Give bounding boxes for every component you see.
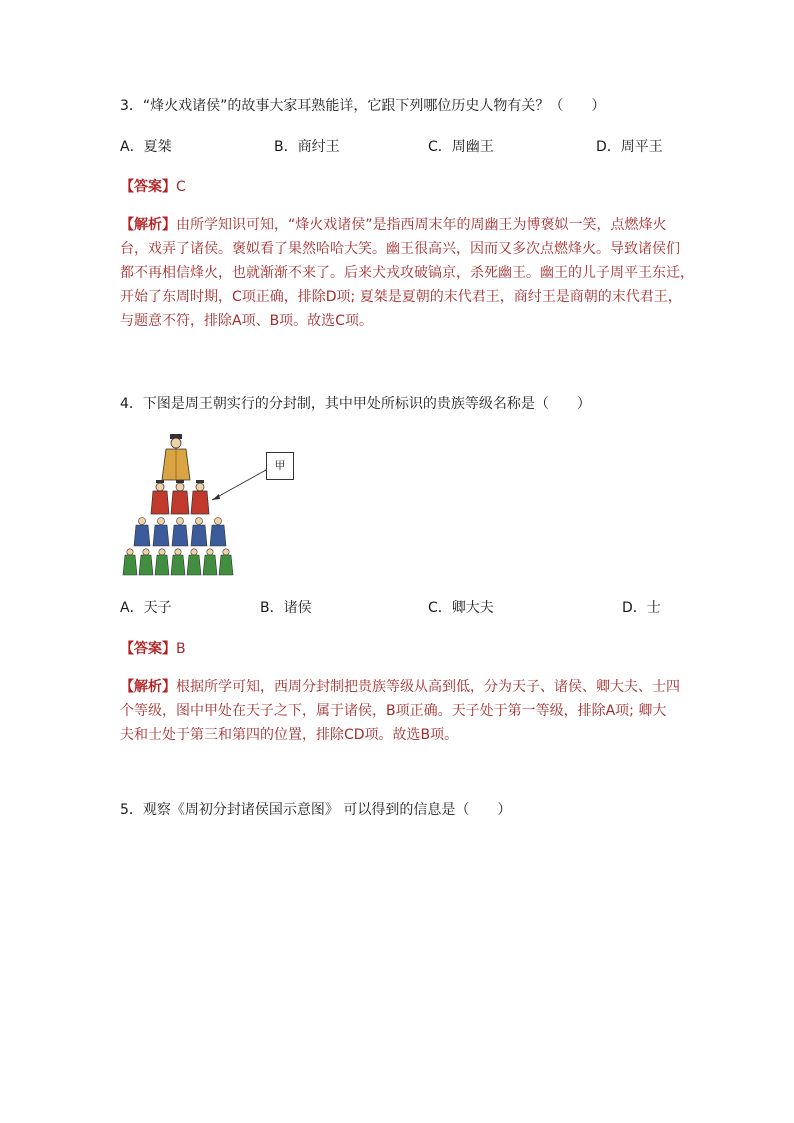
- question-3-text: 3．“烽火戏诸侯”的故事大家耳熟能详，它跟下列哪位历史人物有关？（ ）: [120, 98, 606, 114]
- q4-explanation-line: 夫和士处于第三和第四的位置，排除CD项。故选B项。: [120, 727, 459, 743]
- question-5-text: 5．观察《周初分封诸侯国示意图》 可以得到的信息是（ ）: [120, 802, 512, 818]
- q4-answer-value: B: [176, 641, 186, 657]
- q4-option-b: B．诸侯: [260, 600, 312, 616]
- q4-option-a: A．天子: [120, 600, 172, 616]
- lords-tier: [151, 480, 209, 514]
- scholars-tier: [123, 549, 233, 575]
- question-4-options: [120, 598, 680, 618]
- question-3-options: [120, 137, 680, 157]
- q4-option-d: D．士: [622, 600, 661, 616]
- q3-answer-tag: 【答案】: [120, 179, 176, 195]
- q3-explanation-line: 开始了东周时期，C项正确，排除D项; 夏桀是夏朝的末代君王，商纣王是商朝的末代君王，: [120, 289, 682, 305]
- q3-explanation-line: 台，戏弄了诸侯。褒姒看了果然哈哈大笑。幽王很高兴，因而又多次点燃烽火。导致诸侯们: [120, 241, 680, 257]
- q3-explanation-line: 与题意不符，排除A项、B项。故选C项。: [120, 313, 373, 329]
- q3-option-b: B．商纣王: [274, 139, 340, 155]
- q3-explanation-line: 由所学知识可知，“烽火戏诸侯”是指西周末年的周幽王为博褒姒一笑，点燃烽火: [176, 217, 667, 233]
- q3-option-c: C．周幽王: [428, 139, 494, 155]
- q4-answer: [120, 639, 186, 659]
- q4-explanation-tag: 【解析】: [120, 679, 176, 695]
- jia-label-box: 甲: [266, 452, 294, 480]
- q3-explanation-tag: 【解析】: [120, 217, 176, 233]
- q4-option-c: C．卿大夫: [428, 600, 494, 616]
- question-4-text: 4．下图是周王朝实行的分封制，其中甲处所标识的贵族等级名称是（ ）: [120, 396, 591, 412]
- ministers-tier: [134, 518, 226, 547]
- q4-explanation: [120, 675, 678, 747]
- q3-explanation: [120, 213, 694, 333]
- q3-answer-value: C: [176, 179, 186, 195]
- king-figure: [162, 434, 190, 480]
- q3-explanation-line: 都不再相信烽火，也就渐渐不来了。后来犬戎攻破镐京，杀死幽王。幽王的儿子周平王东迁，: [120, 265, 694, 281]
- q4-answer-tag: 【答案】: [120, 641, 176, 657]
- q3-answer: [120, 177, 186, 197]
- arrow-head: [212, 494, 220, 500]
- q4-explanation-line: 根据所学可知，西周分封制把贵族等级从高到低，分为天子、诸侯、卿大夫、士四: [176, 679, 680, 695]
- q3-option-d: D．周平王: [596, 139, 663, 155]
- feudal-hierarchy-figure: [118, 428, 298, 578]
- pointer-arrow: [212, 470, 266, 500]
- q4-explanation-line: 个等级，图中甲处在天子之下，属于诸侯，B项正确。天子处于第一等级，排除A项; 卿大: [120, 703, 667, 719]
- q3-option-a: A．夏桀: [120, 139, 172, 155]
